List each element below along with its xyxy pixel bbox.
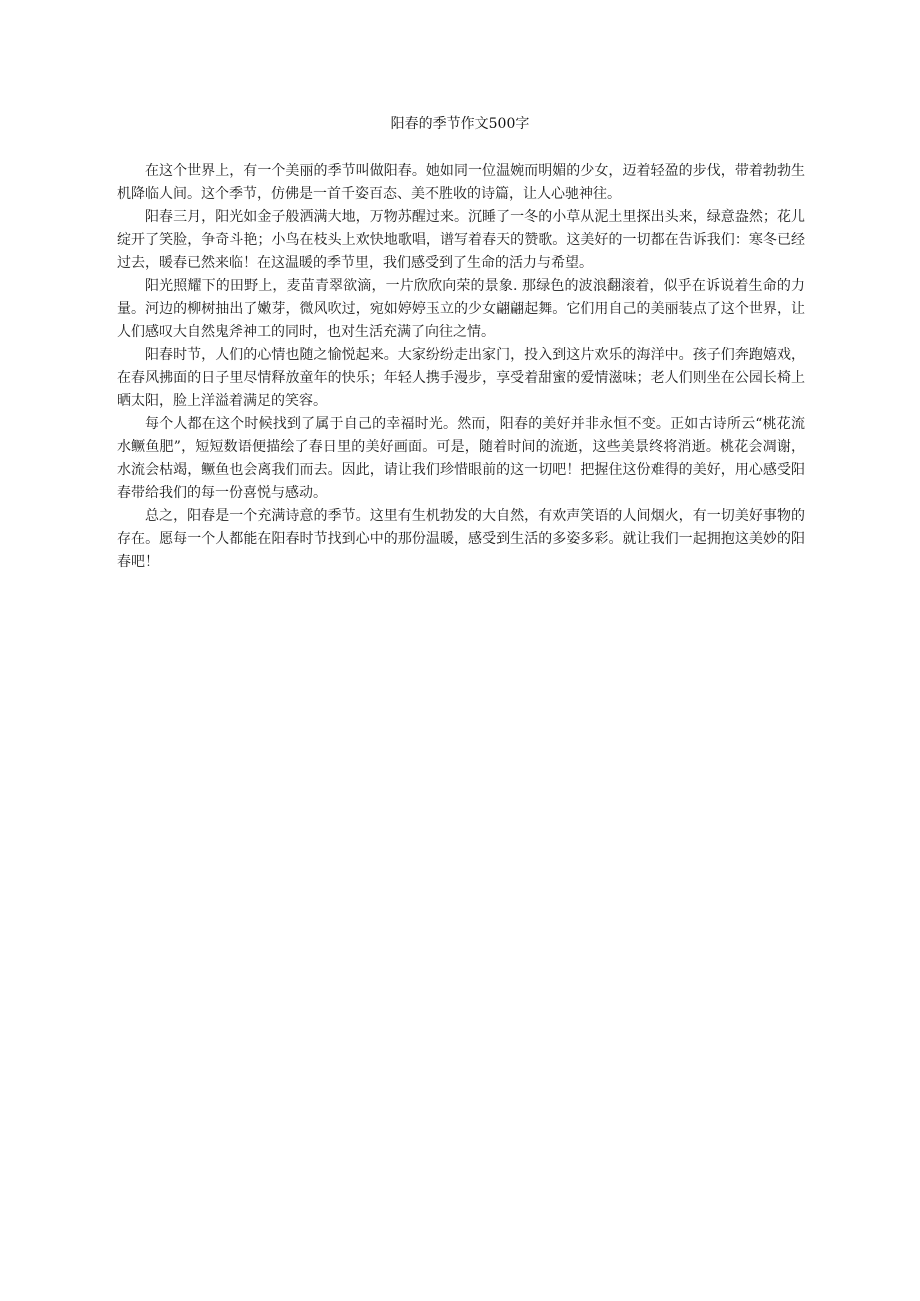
paragraph-5: 每个人都在这个时候找到了属于自己的幸福时光。然而，阳春的美好并非永恒不变。正如古诗所云“桃花流水鳜鱼肥”，短短数语便描绘了春日里的美好画面。可是，随着时间的流逝，这些美景终将消逝。桃花会凋谢，水流会枯竭，鳜鱼也会离我们而去。因此，请让我们珍惜眼前的这一切吧！把握住这份难得的美好，用心感受阳春带给我们的每一份喜悦与感动。 xyxy=(117,416,805,501)
paragraph-1: 在这个世界上，有一个美丽的季节叫做阳春。她如同一位温婉而明媚的少女，迈着轻盈的步伐，带着勃勃生机降临人间。这个季节，仿佛是一首千姿百态、美不胜收的诗篇，让人心驰神往。 xyxy=(117,163,805,202)
paragraph-4: 阳春时节，人们的心情也随之愉悦起来。大家纷纷走出家门，投入到这片欢乐的海洋中。孩子们奔跑嬉戏，在春风拂面的日子里尽情释放童年的快乐；年轻人携手漫步，享受着甜蜜的爱情滋味；老人们则坐在公园长椅上晒太阳，脸上洋溢着满足的笑容。 xyxy=(117,347,805,409)
document-body xyxy=(117,160,805,574)
paragraph-3: 阳光照耀下的田野上，麦苗青翠欲滴，一片欣欣向荣的景象. 那绿色的波浪翻滚着，似乎在诉说着生命的力量。河边的柳树抽出了嫩芽，微风吹过，宛如婷婷玉立的少女翩翩起舞。它们用自己的美丽装点了这个世界，让人们感叹大自然鬼斧神工的同时，也对生活充满了向往之情。 xyxy=(117,278,805,340)
paragraph-2: 阳春三月，阳光如金子般洒满大地，万物苏醒过来。沉睡了一冬的小草从泥土里探出头来，绿意盎然；花儿绽开了笑脸，争奇斗艳；小鸟在枝头上欢快地歌唱，谱写着春天的赞歌。这美好的一切都在告诉我们：寒冬已经过去，暖春已然来临！在这温暖的季节里，我们感受到了生命的活力与希望。 xyxy=(117,209,805,271)
document-title: 阳春的季节作文500字 xyxy=(390,116,530,132)
paragraph-6: 总之，阳春是一个充满诗意的季节。这里有生机勃发的大自然，有欢声笑语的人间烟火，有一切美好事物的存在。愿每一个人都能在阳春时节找到心中的那份温暖，感受到生活的多姿多彩。就让我们一起拥抱这美妙的阳春吧！ xyxy=(117,508,805,570)
